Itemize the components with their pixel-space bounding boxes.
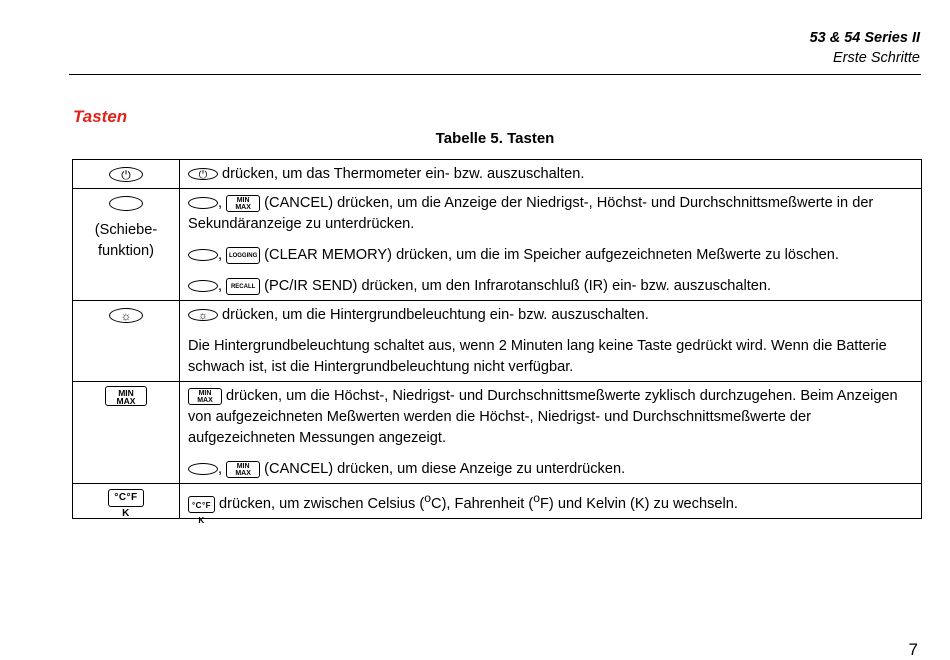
minmax-key-icon: MIN MAX	[188, 388, 222, 405]
table-row-shift	[73, 189, 922, 301]
section-title: Tasten	[73, 107, 128, 126]
key-cell	[73, 382, 180, 484]
power-key-icon: ⏻	[188, 168, 218, 180]
table-row-units	[73, 484, 922, 519]
key-cell	[73, 484, 180, 519]
minmax-key-icon: MIN MAX	[105, 386, 147, 406]
key-cell	[73, 189, 180, 301]
shift-key-icon	[109, 196, 143, 211]
logging-key-icon: LOGGING	[226, 247, 260, 264]
description-paragraph: °C°F K drücken, um zwischen Celsius ($^o$C), Fahrenheit ($^o$F) und Kelvin (K) zu wechseln.	[188, 488, 913, 515]
backlight-key-icon: ☼	[109, 308, 143, 323]
description-cell	[180, 160, 922, 189]
description-paragraph: ☼ drücken, um die Hintergrundbeleuchtung ein- bzw. auszuschalten.	[188, 305, 913, 326]
description-cell	[180, 382, 922, 484]
header-series: 53 & 54 Series II	[809, 30, 920, 46]
table-row-backlight	[73, 301, 922, 382]
shift-key-icon	[188, 197, 218, 209]
units-key-icon: °C°F K	[108, 489, 144, 507]
description-paragraph: , MIN MAX (CANCEL) drücken, um diese Anzeige zu unterdrücken.	[188, 459, 913, 480]
shift-key-icon	[188, 463, 218, 475]
description-paragraph: Die Hintergrundbeleuchtung schaltet aus, wenn 2 Minuten lang keine Taste gedrückt wird. Wenn die Batterie schwach ist, ist die Hintergrundbeleuchtung nicht verfügbar.	[188, 338, 887, 375]
description-cell	[180, 484, 922, 525]
page-number: 7	[908, 640, 918, 659]
description-paragraph: , MIN MAX (CANCEL) drücken, um die Anzeige der Niedrigst-, Höchst- und Durchschnittsmeßwerte in der Sekundäranzeige zu unterdrücken.	[188, 195, 874, 232]
description-paragraph: , RECALL (PC/IR SEND) drücken, um den Infrarotanschluß (IR) ein- bzw. auszuschalten.	[188, 276, 913, 297]
backlight-key-icon: ☼	[188, 309, 218, 321]
shift-key-label: (Schiebe- funktion)	[94, 222, 158, 259]
units-key-icon: °C°F K	[188, 496, 215, 513]
minmax-key-icon: MIN MAX	[226, 195, 260, 212]
keys-table	[72, 159, 922, 525]
shift-key-icon	[188, 280, 218, 292]
key-cell	[73, 160, 180, 189]
header-chapter: Erste Schritte	[832, 50, 920, 66]
key-cell	[73, 301, 180, 382]
description-cell	[180, 189, 922, 301]
description-paragraph: MIN MAX drücken, um die Höchst-, Niedrigst- und Durchschnittsmeßwerte zyklisch durchzugehen. Beim Anzeigen von aufgezeichneten Meßwerten werden die Höchst-, Niedrigst- und Durchschnittsmeßwerte der aufgezeichneten Messungen angezeigt.	[188, 388, 898, 446]
minmax-key-icon: MIN MAX	[226, 461, 260, 478]
description-paragraph: , LOGGING (CLEAR MEMORY) drücken, um die im Speicher aufgezeichneten Meßwerte zu löschen.	[188, 245, 913, 266]
table-caption: Tabelle 5. Tasten	[435, 130, 555, 147]
power-key-icon: ⏻	[109, 167, 143, 182]
shift-key-icon	[188, 249, 218, 261]
recall-key-icon: RECALL	[226, 278, 260, 295]
table-row-minmax	[73, 382, 922, 484]
description-cell	[180, 301, 922, 382]
table-row-power	[73, 160, 922, 189]
header-rule	[69, 74, 921, 75]
description-paragraph: ⏻ drücken, um das Thermometer ein- bzw. auszuschalten.	[188, 164, 913, 185]
